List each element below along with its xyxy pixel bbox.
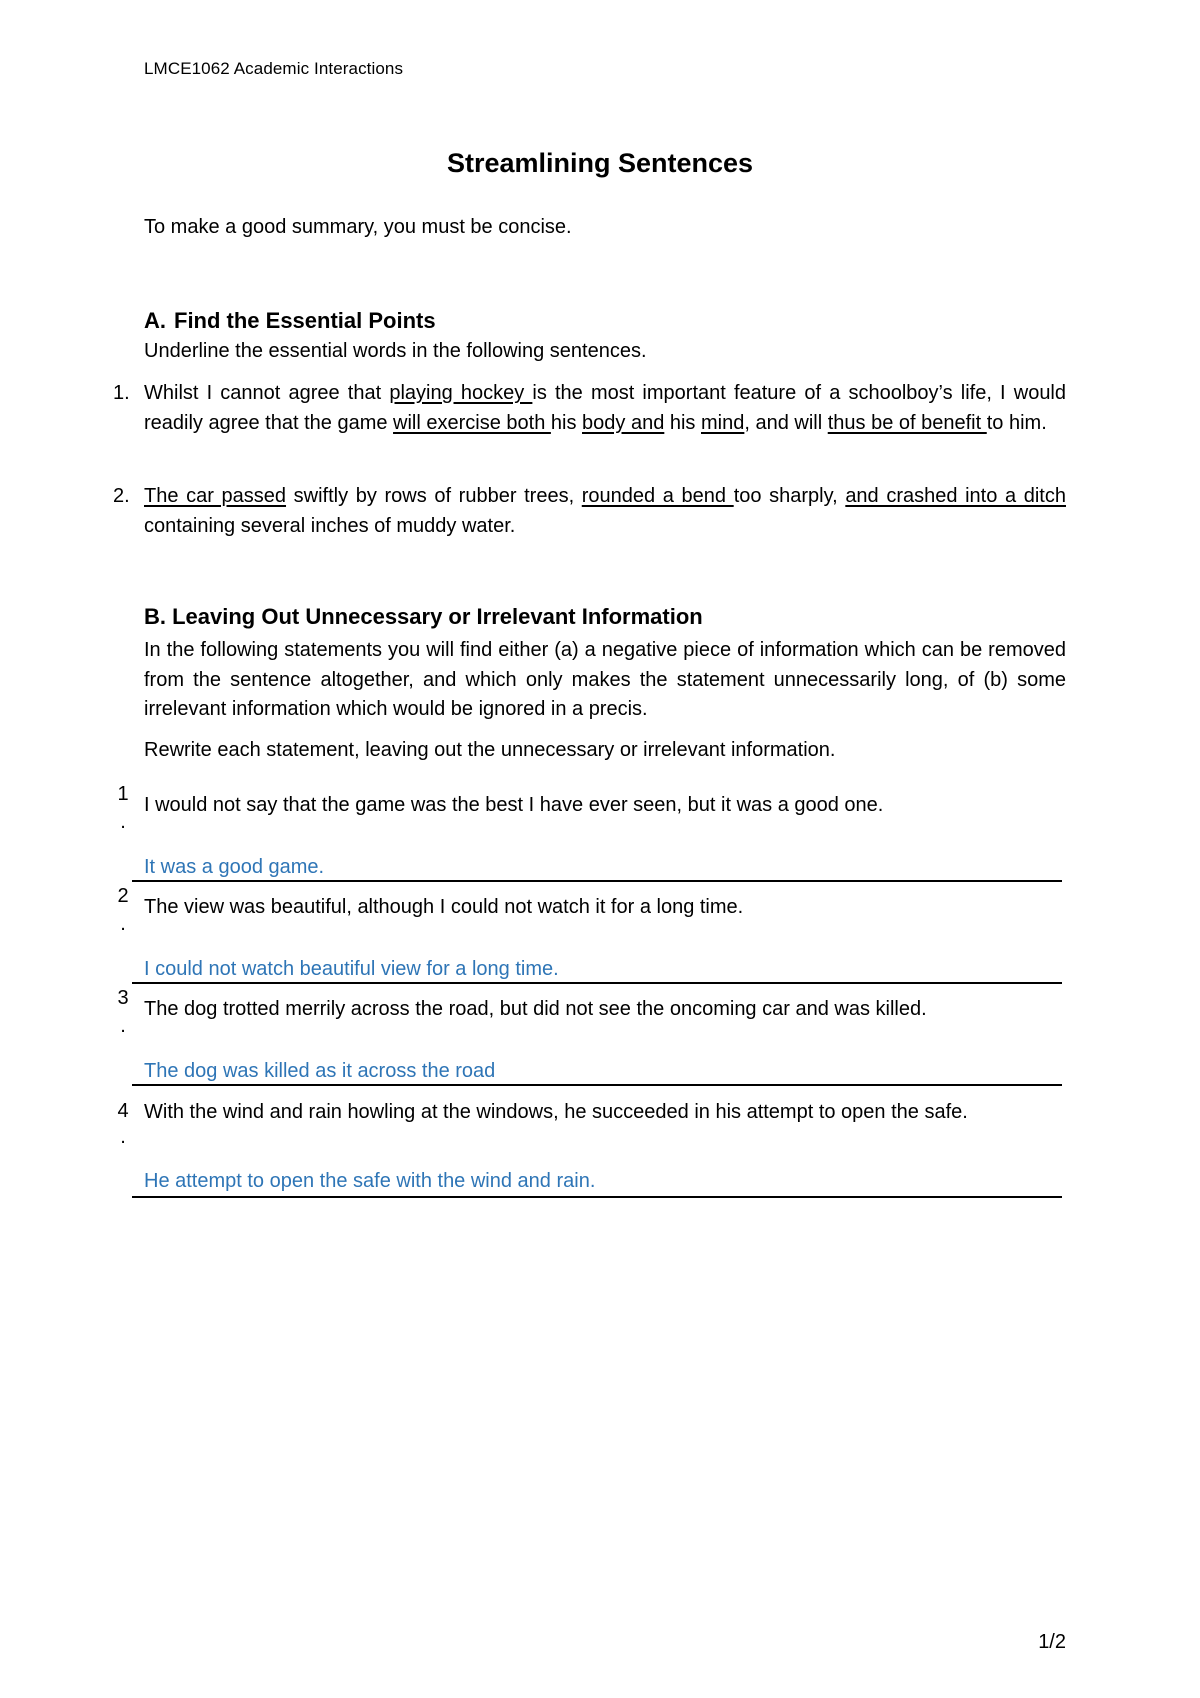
sentence-text: Whilst I cannot agree that	[144, 382, 390, 404]
exercise-number-dot: .	[120, 811, 126, 833]
exercise-number-dot: .	[120, 1126, 126, 1148]
section-a-title: Find the Essential Points	[174, 308, 436, 333]
intro-text: To make a good summary, you must be concise.	[144, 216, 572, 238]
section-b-instructions: In the following statements you will find either (a) a negative piece of information which can be removed from the sentence altogether, and which only makes the statement unnecessarily long, of (b) some irrelevant information which would be ignored in a precis.	[144, 639, 1066, 720]
list-item	[113, 482, 1066, 541]
exercise-number: 4	[117, 1100, 129, 1122]
underlined-phrase: body and	[582, 411, 665, 434]
section-a-letter: A.	[144, 308, 166, 333]
sentence-text: to him.	[986, 411, 1047, 434]
section-b-heading: B. Leaving Out Unnecessary or Irrelevant Information	[144, 604, 703, 629]
underlined-phrase: rounded a bend	[581, 485, 734, 507]
section-a-instruction: Underline the essential words in the following sentences.	[144, 340, 647, 362]
sentence-text: too sharply,	[733, 485, 846, 507]
sentence-text: is the most important feature of a schoolboy’s life, I would readily agree that the game	[144, 382, 1067, 434]
underlined-phrase: and crashed into a ditch	[845, 485, 1066, 507]
page-header: LMCE1062 Academic Interactions	[144, 59, 404, 78]
sentence-text: his	[550, 411, 583, 434]
item-sentence	[144, 482, 1066, 541]
list-item	[113, 379, 1066, 438]
exercise-question: The dog trotted merrily across the road, but did not see the oncoming car and was killed.	[144, 998, 927, 1020]
item-number: 2.	[113, 485, 130, 507]
exercise-answer: He attempt to open the safe with the wind and rain.	[144, 1170, 596, 1192]
sentence-text: swiftly by rows of rubber trees,	[286, 485, 582, 507]
item-sentence	[144, 379, 1066, 438]
exercise-number: 2	[117, 885, 129, 907]
exercise-number-dot: .	[120, 913, 126, 935]
page-title: Streamlining Sentences	[446, 148, 754, 178]
sentence-text: his	[664, 411, 701, 434]
answer-line	[132, 1196, 1062, 1198]
exercise-number: 1	[117, 783, 129, 805]
page-number: 1/2	[1038, 1631, 1066, 1653]
exercise-question: I would not say that the game was the best I have ever seen, but it was a good one.	[144, 794, 884, 816]
exercise-question: With the wind and rain howling at the windows, he succeeded in his attempt to open the safe.	[144, 1101, 968, 1123]
sentence-text: containing several inches of muddy water.	[144, 514, 516, 537]
underlined-phrase: The car passed	[144, 485, 287, 507]
exercise-question: The view was beautiful, although I could not watch it for a long time.	[144, 896, 744, 918]
section-b-rewrite-instruction: Rewrite each statement, leaving out the unnecessary or irrelevant information.	[144, 739, 836, 761]
sentence-text: , and will	[744, 411, 828, 434]
underlined-phrase: playing hockey	[389, 382, 533, 404]
underlined-phrase: will exercise both	[393, 411, 551, 434]
exercise-answer: I could not watch beautiful view for a long time.	[144, 958, 559, 980]
exercise-answer: It was a good game.	[144, 856, 325, 878]
underlined-phrase: mind	[701, 411, 745, 434]
answer-line	[132, 982, 1062, 984]
section-a-heading	[144, 308, 436, 334]
exercise-number-dot: .	[120, 1015, 126, 1037]
exercise-answer: The dog was killed as it across the road	[144, 1060, 496, 1082]
answer-line	[132, 1084, 1062, 1086]
underlined-phrase: thus be of benefit	[827, 411, 987, 434]
exercise-number: 3	[117, 987, 129, 1009]
item-number: 1.	[113, 382, 130, 404]
answer-line	[132, 880, 1062, 882]
